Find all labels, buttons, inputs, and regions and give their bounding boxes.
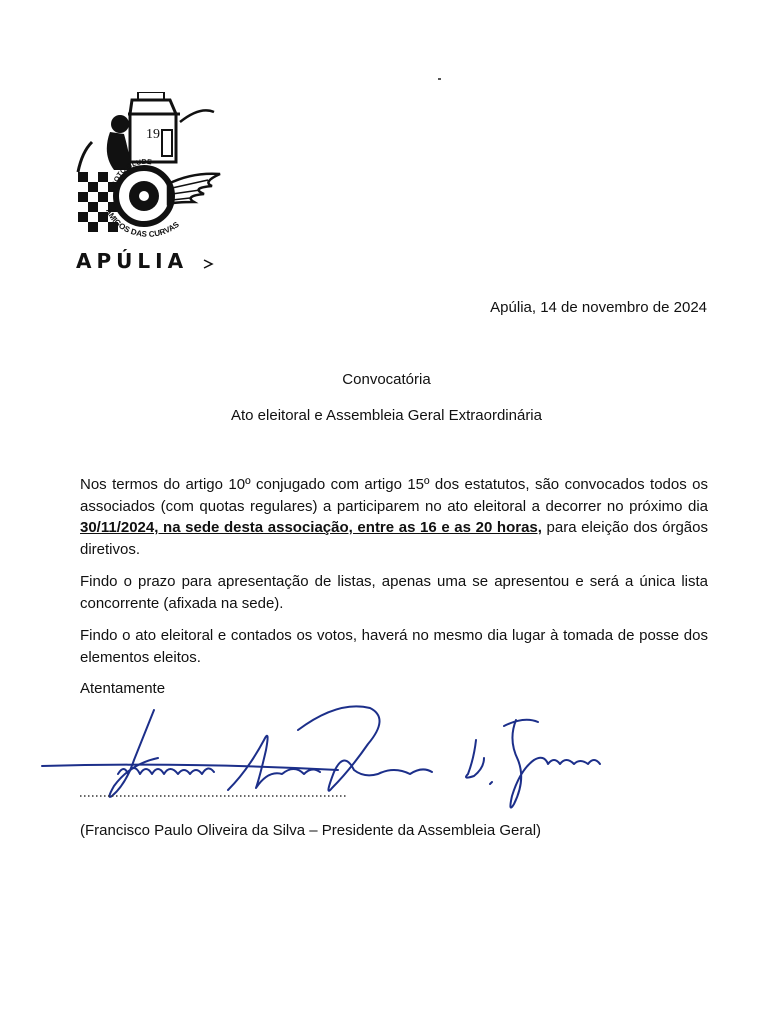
paragraph-inauguration: Findo o ato eleitoral e contados os votos, haverá no mesmo dia lugar à tomada de posse dos elementos eleitos. — [80, 627, 708, 666]
signature-graphic — [38, 700, 638, 818]
paragraph-convocation-end: para eleição dos órgãos diretivos. — [80, 519, 708, 558]
club-logo-graphic — [72, 92, 222, 277]
letter-date: Apúlia, 14 de novembro de 2024 — [490, 299, 707, 316]
scan-speck — [438, 78, 441, 80]
election-datetime-emphasis: 30/11/2024, na sede desta associação, entre as 16 e as 20 horas, — [80, 519, 542, 536]
logo-ring-text: MOTO CLUBE — [111, 158, 152, 189]
club-logo — [72, 92, 222, 277]
paragraph-convocation — [80, 474, 708, 560]
logo-number: 19 — [146, 127, 160, 142]
logo-motto: AMIGOS DAS CURVAS — [104, 207, 181, 239]
letter-subtitle: Ato eleitoral e Assembleia Geral Extraordinária — [231, 407, 542, 424]
signature-caption: (Francisco Paulo Oliveira da Silva – Presidente da Assembleia Geral) — [80, 822, 542, 839]
handwritten-signature — [38, 700, 638, 818]
paragraph-lists: Findo o prazo para apresentação de listas, apenas uma se apresentou e será a única lista concorrente (afixada na sede). — [80, 573, 708, 612]
letter-title: Convocatória — [342, 371, 431, 388]
closing-salutation: Atentamente — [80, 680, 166, 697]
logo-place: APÚLIA — [76, 249, 189, 273]
paragraph-convocation-start: Nos termos do artigo 10º conjugado com artigo 15º dos estatutos, são convocados todos os associados (com quotas regulares) a participarem no ato eleitoral a decorrer no próximo dia — [80, 476, 708, 515]
